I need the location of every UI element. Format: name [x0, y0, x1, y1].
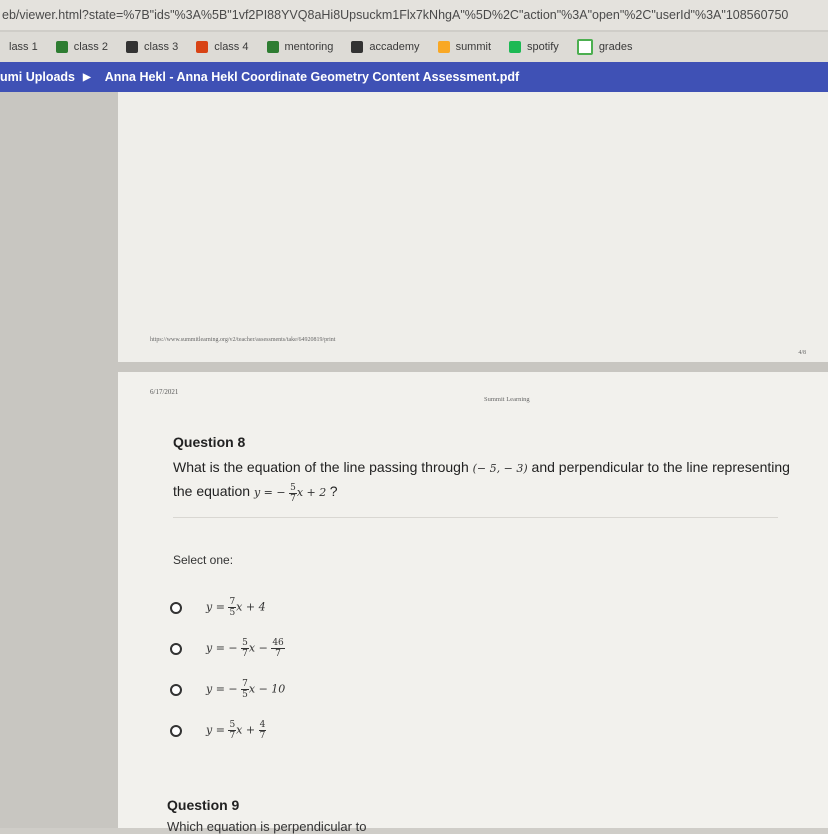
- answer-option-2[interactable]: [170, 638, 285, 659]
- radio-button[interactable]: [170, 602, 182, 614]
- page-header-site: Summit Learning: [484, 396, 530, 403]
- classroom-icon: [267, 41, 279, 53]
- address-bar[interactable]: [0, 0, 828, 30]
- given-equation: y = − $\frac{5}{7}$ x + 2: [253, 482, 327, 504]
- answer-option-4[interactable]: [170, 720, 266, 741]
- page-number: 4/8: [798, 350, 806, 356]
- option-equation: y = $\frac{7}{5}$ x + 4: [206, 597, 266, 618]
- radio-button[interactable]: [170, 725, 182, 737]
- question-title: Question 8: [173, 434, 246, 450]
- question-title: Question 9: [167, 797, 240, 813]
- bookmark-grades[interactable]: grades: [568, 39, 642, 55]
- drive-path-bar: [0, 62, 828, 92]
- question-text: What is the equation of the line passing through (− 5, − 3) and perpendicular to the line representing the equation y = − $\frac{5}{7}$ x + 2 ?: [173, 459, 790, 504]
- answer-option-1[interactable]: [170, 597, 266, 618]
- answer-option-3[interactable]: [170, 679, 285, 700]
- bookmark-summit[interactable]: summit: [429, 41, 500, 53]
- radio-button[interactable]: [170, 684, 182, 696]
- option-equation: y = − $\frac{7}{5}$ x − 10: [206, 679, 286, 700]
- google-icon: [577, 39, 593, 55]
- sun-icon: [438, 41, 450, 53]
- divider: [173, 517, 778, 518]
- option-equation: y = $\frac{5}{7}$ x + $\frac{4}{7}$: [206, 720, 266, 741]
- spotify-icon: [509, 41, 521, 53]
- bookmark-mentoring[interactable]: mentoring: [258, 41, 343, 53]
- classroom-icon: [196, 41, 208, 53]
- select-one-label: Select one:: [173, 553, 234, 567]
- pdf-page: [118, 372, 828, 834]
- point-coordinates: (− 5, − 3): [472, 462, 528, 475]
- option-equation: y = − $\frac{5}{7}$ x − $\frac{46}{7}$: [206, 638, 284, 659]
- pdf-viewer[interactable]: [0, 92, 828, 834]
- classroom-icon: [126, 41, 138, 53]
- question-text: Which equation is perpendicular to: [167, 819, 367, 834]
- page-header-date: 6/17/2021: [150, 388, 179, 396]
- chevron-right-icon: ▶: [83, 71, 91, 83]
- classroom-icon: [351, 41, 363, 53]
- bookmark-class-1[interactable]: lass 1: [9, 41, 38, 53]
- bookmark-class-2[interactable]: class 2: [47, 41, 117, 53]
- bookmarks-bar: [0, 32, 828, 62]
- url-text: eb/viewer.html?state=%7B"ids"%3A%5B"1vf2PI88YVQ8aHi8Upsuckm1Flx7kNhgA"%5D%2C"action"%3A"open"%2C"userId"%3A"108560750: [2, 8, 789, 22]
- file-title: Anna Hekl - Anna Hekl Coordinate Geometry Content Assessment.pdf: [104, 70, 520, 84]
- bookmark-class-3[interactable]: class 3: [117, 41, 187, 53]
- page-footer-url: https://www.summitlearning.org/v2/teacher/assessments/take/64920819/print: [150, 337, 336, 343]
- pdf-page: [118, 92, 828, 362]
- breadcrumb-folder[interactable]: umi Uploads: [0, 70, 76, 84]
- bookmark-accademy[interactable]: accademy: [342, 41, 428, 53]
- bookmark-class-4[interactable]: class 4: [187, 41, 257, 53]
- classroom-icon: [56, 41, 68, 53]
- radio-button[interactable]: [170, 643, 182, 655]
- bookmark-spotify[interactable]: spotify: [500, 41, 568, 53]
